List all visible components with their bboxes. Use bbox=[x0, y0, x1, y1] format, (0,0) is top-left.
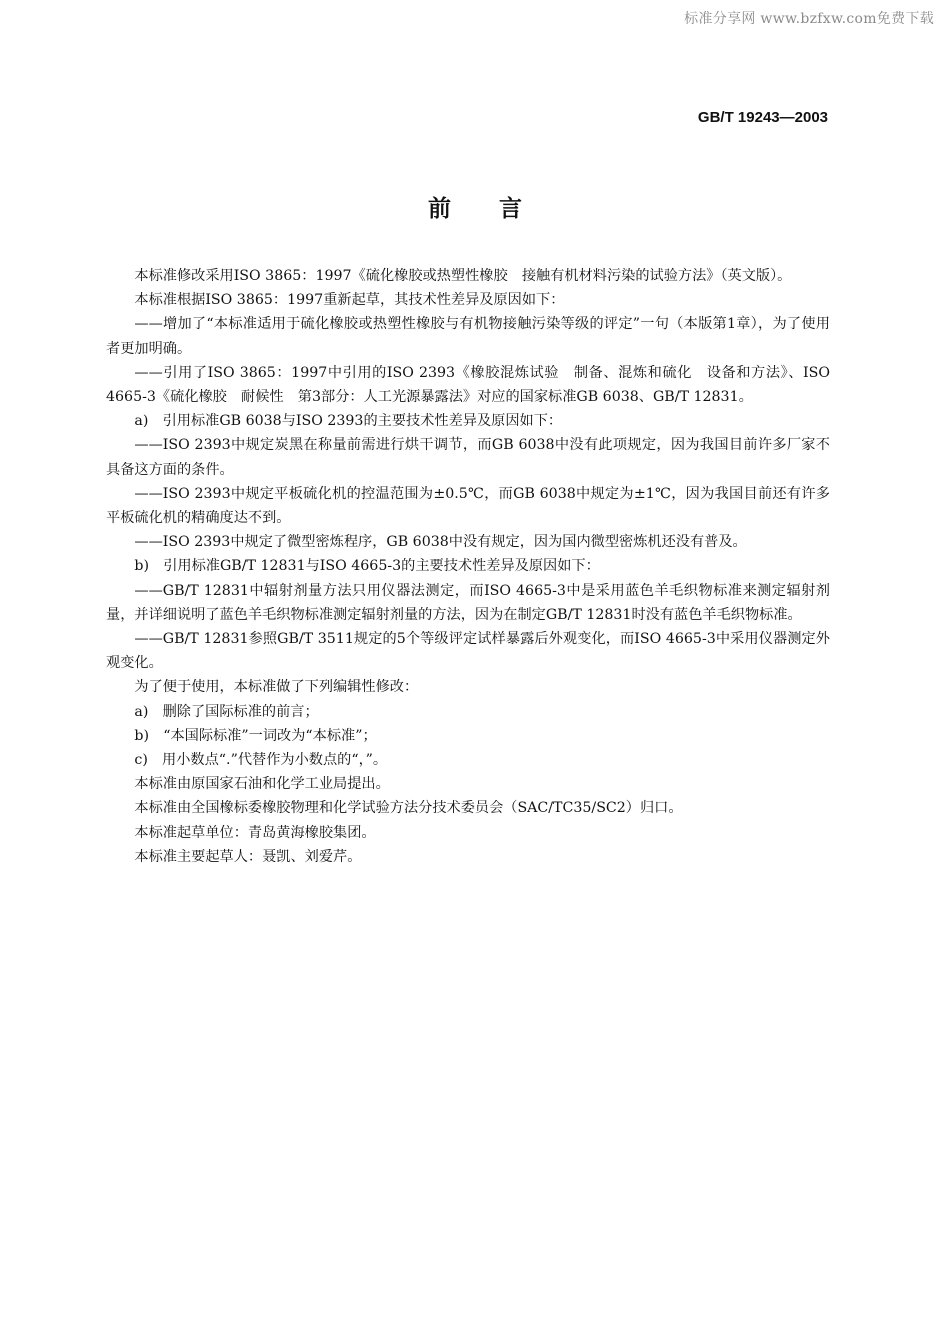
paragraph-referenced-standards: ——引用了ISO 3865：1997中引用的ISO 2393《橡胶混炼试验 制备、混炼和硫化 设备和方法》、ISO 4665-3《硫化橡胶 耐候性 第3部分：人工光源暴露法》对应的国家标准GB 6038、GB/T 12831。 bbox=[106, 364, 830, 406]
paragraph-adoption: 本标准修改采用ISO 3865：1997《硫化橡胶或热塑性橡胶 接触有机材料污染的试验方法》（英文版）。 bbox=[134, 268, 792, 284]
list-item-b-term-change: b) “本国际标准”一词改为“本标准”； bbox=[134, 727, 377, 744]
foreword-body bbox=[106, 264, 830, 869]
list-item-c-decimal-point: c) 用小数点“.”代替作为小数点的“，”。 bbox=[134, 752, 388, 769]
list-item-b-gbt12831: b) 引用标准GB/T 12831与ISO 4665-3的主要技术性差异及原因如下： bbox=[134, 558, 600, 575]
paragraph-drafters: 本标准主要起草人：聂凯、刘爱芹。 bbox=[134, 848, 362, 865]
paragraph-redrafting: 本标准根据ISO 3865：1997重新起草，其技术性差异及原因如下： bbox=[134, 292, 565, 309]
paragraph-carbon-black: ——ISO 2393中规定炭黑在称量前需进行烘干调节，而GB 6038中没有此项规定，因为我国目前许多厂家不具备这方面的条件。 bbox=[106, 437, 830, 478]
paragraph-added-sentence: ——增加了“本标准适用于硫化橡胶或热塑性橡胶与有机物接触污染等级的评定”一句（本版第1章），为了使用者更加明确。 bbox=[106, 316, 830, 357]
paragraph-drafting-unit: 本标准起草单位：青岛黄海橡胶集团。 bbox=[134, 824, 376, 841]
standard-number: GB/T 19243—2003 bbox=[697, 109, 828, 126]
paragraph-micro-mixer: ——ISO 2393中规定了微型密炼程序，GB 6038中没有规定，因为国内微型密炼机还没有普及。 bbox=[134, 534, 747, 551]
list-item-a-gb6038: a) 引用标准GB 6038与ISO 2393的主要技术性差异及原因如下： bbox=[134, 413, 563, 430]
paragraph-technical-committee: 本标准由全国橡标委橡胶物理和化学试验方法分技术委员会（SAC/TC35/SC2）归口。 bbox=[134, 800, 683, 817]
paragraph-temperature-control: ——ISO 2393中规定平板硫化机的控温范围为±0.5℃，而GB 6038中规定为±1℃，因为我国目前还有许多平板硫化机的精确度达不到。 bbox=[106, 485, 830, 527]
list-item-a-foreword-removed: a) 删除了国际标准的前言； bbox=[134, 703, 319, 720]
page-title: 前言 bbox=[428, 196, 570, 222]
paragraph-editorial-intro: 为了便于使用，本标准做了下列编辑性修改： bbox=[134, 679, 419, 696]
paragraph-appearance-change: ——GB/T 12831参照GB/T 3511规定的5个等级评定试样暴露后外观变化，而ISO 4665-3中采用仪器测定外观变化。 bbox=[106, 631, 830, 672]
paragraph-radiant-exposure: ——GB/T 12831中辐射剂量方法只用仪器法测定，而ISO 4665-3中是采用蓝色羊毛织物标准来测定辐射剂量，并详细说明了蓝色羊毛织物标准测定辐射剂量的方法，因为在制定GB/T 12831时没有蓝色羊毛织物标准。 bbox=[106, 582, 830, 623]
watermark-text: 标准分享网 www.bzfxw.com免费下载 bbox=[684, 11, 934, 27]
paragraph-proposed-by: 本标准由原国家石油和化学工业局提出。 bbox=[134, 776, 390, 793]
